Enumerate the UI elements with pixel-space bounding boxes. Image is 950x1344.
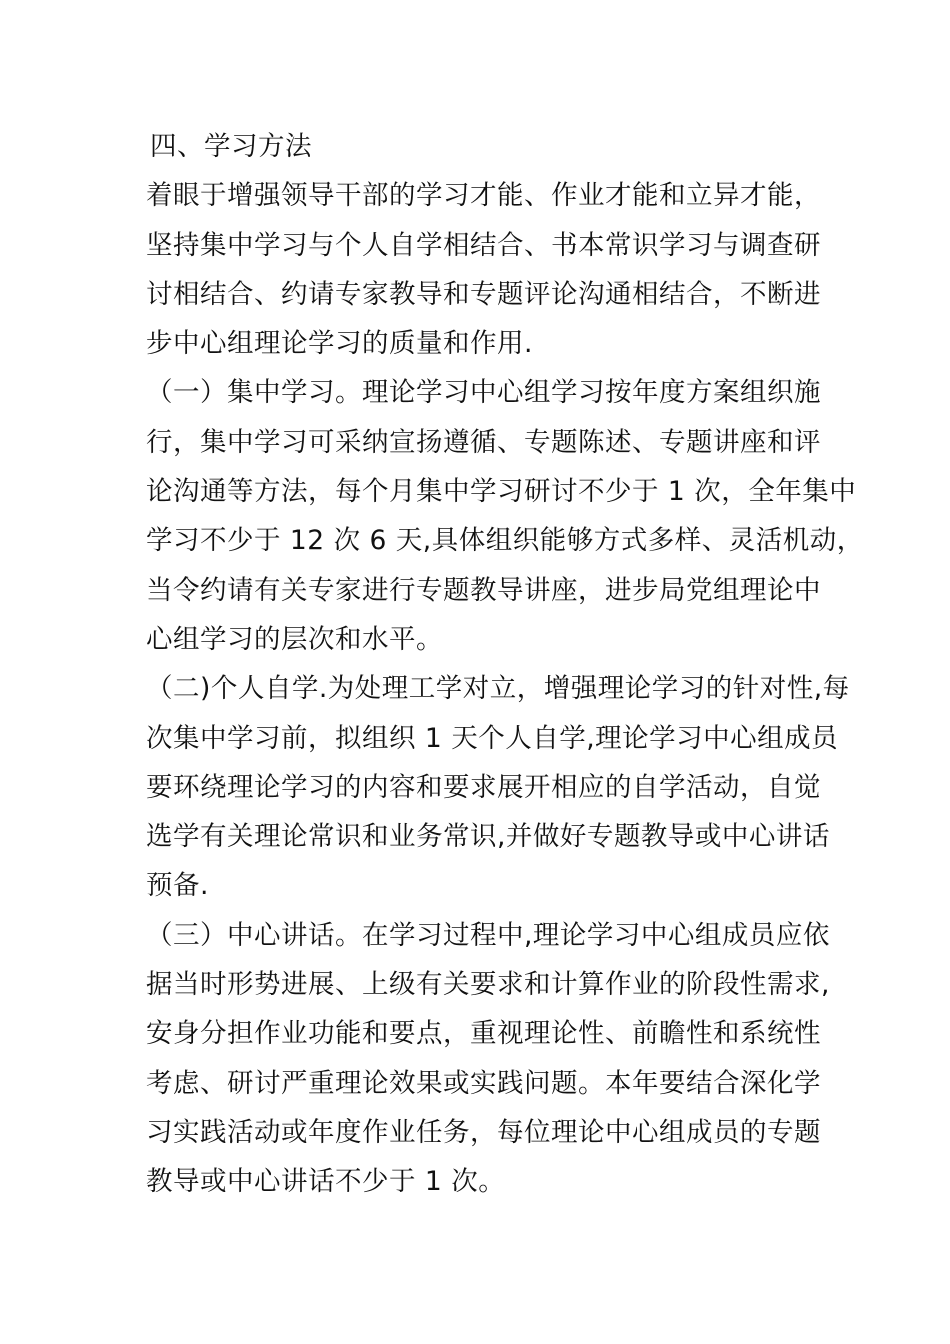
- text-line: 考虑、研讨严重理论效果或实践问题。本年要结合深化学: [146, 1067, 821, 1099]
- text-line: 据当时形势进展、上级有关要求和计算作业的阶段性需求,: [146, 969, 830, 1001]
- text-line: 习实践活动或年度作业任务，每位理论中心组成员的专题: [146, 1116, 821, 1148]
- text-line: 学习不少于 12 次 6 天,具体组织能够方式多样、灵活机动，: [146, 525, 864, 557]
- text-line: （三）中心讲话。在学习过程中,理论学习中心组成员应依: [146, 919, 830, 951]
- text-line: （二)个人自学.为处理工学对立，增强理论学习的针对性,每: [146, 673, 850, 705]
- section-heading: 四、学习方法: [150, 131, 312, 162]
- text-line: 坚持集中学习与个人自学相结合、书本常识学习与调查研: [146, 229, 821, 261]
- text-line: 步中心组理论学习的质量和作用.: [146, 328, 533, 360]
- text-line: 着眼于增强领导干部的学习才能、作业才能和立异才能，: [146, 180, 821, 212]
- text-line: 行，集中学习可采纳宣扬遵循、专题陈述、专题讲座和评: [146, 426, 821, 458]
- text-line: 次集中学习前，拟组织 1 天个人自学,理论学习中心组成员: [146, 722, 839, 754]
- text-line: 当令约请有关专家进行专题教导讲座，进步局党组理论中: [146, 574, 821, 606]
- text-line: 要环绕理论学习的内容和要求展开相应的自学活动，自觉: [146, 771, 821, 803]
- text-line: 预备.: [146, 870, 209, 902]
- document-body: [146, 122, 864, 1207]
- text-line: 安身分担作业功能和要点，重视理论性、前瞻性和系统性: [146, 1018, 821, 1050]
- text-line: 教导或中心讲话不少于 1 次。: [146, 1166, 506, 1198]
- text-line: 选学有关理论常识和业务常识,并做好专题教导或中心讲话: [146, 821, 830, 853]
- text-line: 讨相结合、约请专家教导和专题评论沟通相结合，不断进: [146, 278, 821, 310]
- text-line: （一）集中学习。理论学习中心组学习按年度方案组织施: [146, 377, 821, 409]
- text-line: 心组学习的层次和水平。: [146, 623, 443, 655]
- text-line: 论沟通等方法，每个月集中学习研讨不少于 1 次，全年集中: [146, 476, 857, 508]
